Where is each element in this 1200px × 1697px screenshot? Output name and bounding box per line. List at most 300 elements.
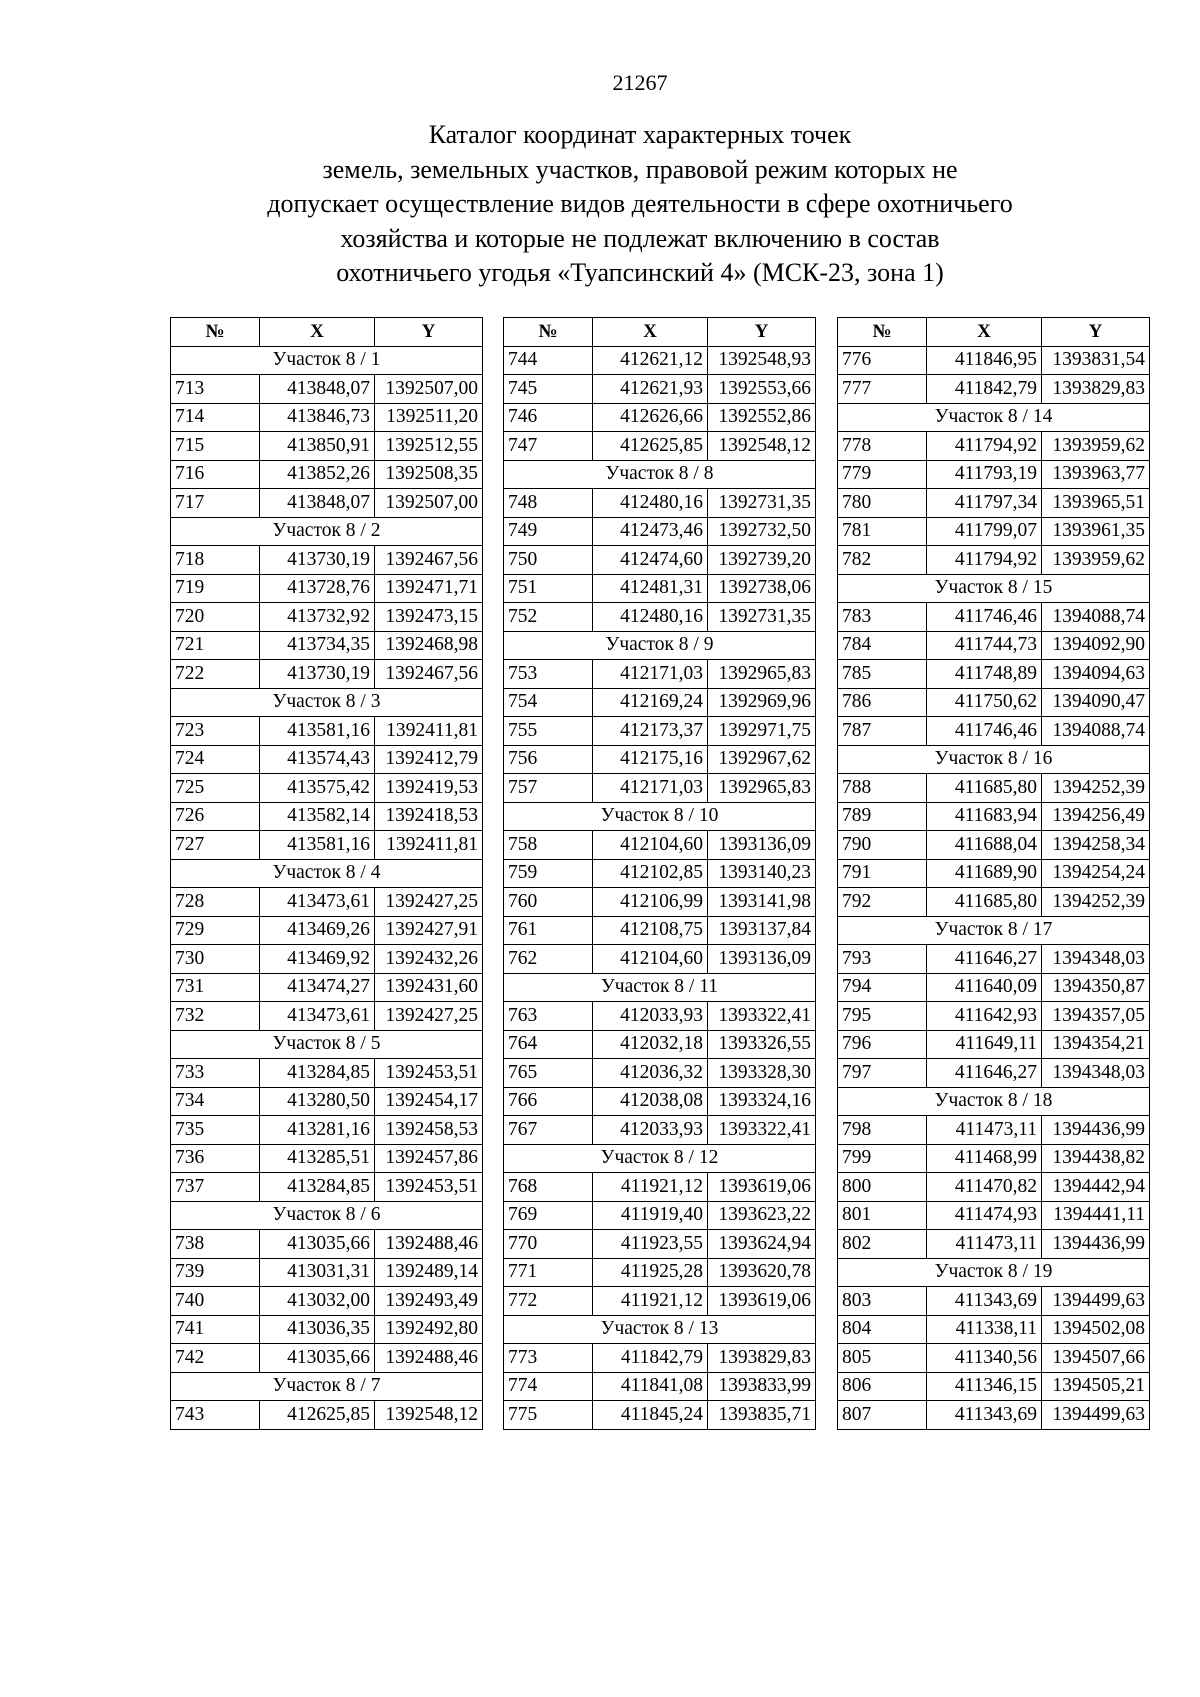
y-coordinate-cell: 1392493,49 — [375, 1287, 483, 1316]
y-coordinate-cell: 1392432,26 — [375, 945, 483, 974]
point-number-cell: 795 — [838, 1002, 927, 1031]
point-number-cell: 749 — [504, 517, 593, 546]
point-number-cell: 806 — [838, 1372, 927, 1401]
table-row — [504, 688, 816, 717]
section-label: Участок 8 / 13 — [504, 1315, 816, 1344]
x-coordinate-cell: 413850,91 — [260, 432, 375, 461]
section-label: Участок 8 / 19 — [838, 1258, 1150, 1287]
section-row — [838, 403, 1150, 432]
point-number-cell: 776 — [838, 346, 927, 375]
y-coordinate-cell: 1392488,46 — [375, 1344, 483, 1373]
x-coordinate-cell: 413852,26 — [260, 460, 375, 489]
point-number-cell: 771 — [504, 1258, 593, 1287]
point-number-cell: 720 — [171, 603, 260, 632]
point-number-cell: 787 — [838, 717, 927, 746]
point-number-cell: 734 — [171, 1087, 260, 1116]
table-row — [171, 546, 483, 575]
point-number-cell: 790 — [838, 831, 927, 860]
point-number-cell: 740 — [171, 1287, 260, 1316]
point-number-cell: 757 — [504, 774, 593, 803]
table-row — [838, 546, 1150, 575]
table-row — [504, 1087, 816, 1116]
table-row — [504, 1230, 816, 1259]
x-coordinate-cell: 413730,19 — [260, 546, 375, 575]
point-number-cell: 715 — [171, 432, 260, 461]
table-row — [838, 1144, 1150, 1173]
y-coordinate-cell: 1393959,62 — [1042, 546, 1150, 575]
y-coordinate-cell: 1392507,00 — [375, 375, 483, 404]
x-coordinate-cell: 411845,24 — [593, 1401, 708, 1430]
x-coordinate-cell: 413035,66 — [260, 1230, 375, 1259]
table-row — [171, 1230, 483, 1259]
point-number-cell: 745 — [504, 375, 593, 404]
title-line: хозяйства и которые не подлежат включению в состав — [340, 223, 940, 253]
x-coordinate-cell: 413728,76 — [260, 574, 375, 603]
x-coordinate-cell: 411923,55 — [593, 1230, 708, 1259]
y-coordinate-cell: 1393620,78 — [708, 1258, 816, 1287]
point-number-cell: 764 — [504, 1030, 593, 1059]
table-row — [504, 745, 816, 774]
y-coordinate-cell: 1392548,12 — [708, 432, 816, 461]
x-coordinate-cell: 411640,09 — [927, 973, 1042, 1002]
y-coordinate-cell: 1394438,82 — [1042, 1144, 1150, 1173]
table-row — [504, 403, 816, 432]
y-coordinate-cell: 1392453,51 — [375, 1059, 483, 1088]
column-header-x: X — [260, 318, 375, 347]
y-coordinate-cell: 1393829,83 — [1042, 375, 1150, 404]
y-coordinate-cell: 1394092,90 — [1042, 631, 1150, 660]
table-row — [838, 660, 1150, 689]
table-row — [838, 1372, 1150, 1401]
point-number-cell: 779 — [838, 460, 927, 489]
y-coordinate-cell: 1394354,21 — [1042, 1030, 1150, 1059]
table-row — [504, 1258, 816, 1287]
x-coordinate-cell: 412171,03 — [593, 774, 708, 803]
table-row — [838, 888, 1150, 917]
y-coordinate-cell: 1394507,66 — [1042, 1344, 1150, 1373]
y-coordinate-cell: 1393961,35 — [1042, 517, 1150, 546]
y-coordinate-cell: 1392427,25 — [375, 888, 483, 917]
table-row — [171, 1315, 483, 1344]
table-row — [171, 1144, 483, 1173]
y-coordinate-cell: 1393322,41 — [708, 1116, 816, 1145]
section-label: Участок 8 / 1 — [171, 346, 483, 375]
x-coordinate-cell: 412108,75 — [593, 916, 708, 945]
x-coordinate-cell: 411921,12 — [593, 1287, 708, 1316]
section-label: Участок 8 / 18 — [838, 1087, 1150, 1116]
y-coordinate-cell: 1393959,62 — [1042, 432, 1150, 461]
y-coordinate-cell: 1393140,23 — [708, 859, 816, 888]
x-coordinate-cell: 412033,93 — [593, 1116, 708, 1145]
y-coordinate-cell: 1392458,53 — [375, 1116, 483, 1145]
point-number-cell: 730 — [171, 945, 260, 974]
y-coordinate-cell: 1394348,03 — [1042, 1059, 1150, 1088]
x-coordinate-cell: 412481,31 — [593, 574, 708, 603]
title-line: земель, земельных участков, правовой режим которых не — [322, 154, 958, 184]
point-number-cell: 761 — [504, 916, 593, 945]
section-row — [504, 631, 816, 660]
x-coordinate-cell: 411685,80 — [927, 888, 1042, 917]
y-coordinate-cell: 1392965,83 — [708, 774, 816, 803]
table-row — [171, 1344, 483, 1373]
x-coordinate-cell: 412104,60 — [593, 945, 708, 974]
y-coordinate-cell: 1392738,06 — [708, 574, 816, 603]
x-coordinate-cell: 411919,40 — [593, 1201, 708, 1230]
point-number-cell: 762 — [504, 945, 593, 974]
table-row — [504, 1030, 816, 1059]
x-coordinate-cell: 413284,85 — [260, 1173, 375, 1202]
point-number-cell: 753 — [504, 660, 593, 689]
table-row — [504, 1173, 816, 1202]
x-coordinate-cell: 413581,16 — [260, 717, 375, 746]
point-number-cell: 758 — [504, 831, 593, 860]
table-row — [504, 346, 816, 375]
point-number-cell: 728 — [171, 888, 260, 917]
x-coordinate-cell: 412480,16 — [593, 489, 708, 518]
x-coordinate-cell: 411646,27 — [927, 945, 1042, 974]
y-coordinate-cell: 1392468,98 — [375, 631, 483, 660]
point-number-cell: 726 — [171, 802, 260, 831]
point-number-cell: 782 — [838, 546, 927, 575]
y-coordinate-cell: 1392471,71 — [375, 574, 483, 603]
point-number-cell: 755 — [504, 717, 593, 746]
point-number-cell: 721 — [171, 631, 260, 660]
point-number-cell: 775 — [504, 1401, 593, 1430]
x-coordinate-cell: 412104,60 — [593, 831, 708, 860]
section-label: Участок 8 / 12 — [504, 1144, 816, 1173]
x-coordinate-cell: 411473,11 — [927, 1116, 1042, 1145]
table-row — [504, 1287, 816, 1316]
section-label: Участок 8 / 17 — [838, 916, 1150, 945]
x-coordinate-cell: 411689,90 — [927, 859, 1042, 888]
section-label: Участок 8 / 2 — [171, 517, 483, 546]
point-number-cell: 794 — [838, 973, 927, 1002]
column-header-number: № — [504, 318, 593, 347]
x-coordinate-cell: 413575,42 — [260, 774, 375, 803]
x-coordinate-cell: 411343,69 — [927, 1287, 1042, 1316]
x-coordinate-cell: 412033,93 — [593, 1002, 708, 1031]
table-row — [838, 432, 1150, 461]
table-row — [504, 859, 816, 888]
column-header-x: X — [593, 318, 708, 347]
y-coordinate-cell: 1394258,34 — [1042, 831, 1150, 860]
table-row — [504, 574, 816, 603]
point-number-cell: 796 — [838, 1030, 927, 1059]
title-line: Каталог координат характерных точек — [428, 120, 852, 149]
point-number-cell: 759 — [504, 859, 593, 888]
table-row — [171, 831, 483, 860]
table-row — [171, 745, 483, 774]
y-coordinate-cell: 1392553,66 — [708, 375, 816, 404]
section-row — [171, 688, 483, 717]
point-number-cell: 729 — [171, 916, 260, 945]
point-number-cell: 731 — [171, 973, 260, 1002]
point-number-cell: 752 — [504, 603, 593, 632]
x-coordinate-cell: 413281,16 — [260, 1116, 375, 1145]
section-label: Участок 8 / 6 — [171, 1201, 483, 1230]
y-coordinate-cell: 1394348,03 — [1042, 945, 1150, 974]
y-coordinate-cell: 1394090,47 — [1042, 688, 1150, 717]
y-coordinate-cell: 1392965,83 — [708, 660, 816, 689]
point-number-cell: 789 — [838, 802, 927, 831]
table-row — [171, 460, 483, 489]
y-coordinate-cell: 1393137,84 — [708, 916, 816, 945]
column-header-x: X — [927, 318, 1042, 347]
table-row — [171, 1287, 483, 1316]
table-row — [838, 859, 1150, 888]
table-row — [171, 631, 483, 660]
y-coordinate-cell: 1392467,56 — [375, 546, 483, 575]
x-coordinate-cell: 412621,93 — [593, 375, 708, 404]
x-coordinate-cell: 413280,50 — [260, 1087, 375, 1116]
table-row — [504, 660, 816, 689]
document-title — [170, 118, 1110, 291]
point-number-cell: 713 — [171, 375, 260, 404]
point-number-cell: 797 — [838, 1059, 927, 1088]
section-label: Участок 8 / 9 — [504, 631, 816, 660]
table-row — [171, 888, 483, 917]
x-coordinate-cell: 411685,80 — [927, 774, 1042, 803]
y-coordinate-cell: 1392411,81 — [375, 717, 483, 746]
point-number-cell: 744 — [504, 346, 593, 375]
y-coordinate-cell: 1392427,91 — [375, 916, 483, 945]
y-coordinate-cell: 1393833,99 — [708, 1372, 816, 1401]
y-coordinate-cell: 1394442,94 — [1042, 1173, 1150, 1202]
coordinates-table-1 — [170, 317, 483, 1430]
table-row — [838, 774, 1150, 803]
table-row — [838, 717, 1150, 746]
y-coordinate-cell: 1392453,51 — [375, 1173, 483, 1202]
table-row — [504, 1059, 816, 1088]
x-coordinate-cell: 413732,92 — [260, 603, 375, 632]
x-coordinate-cell: 411346,15 — [927, 1372, 1042, 1401]
x-coordinate-cell: 412032,18 — [593, 1030, 708, 1059]
x-coordinate-cell: 413469,26 — [260, 916, 375, 945]
x-coordinate-cell: 411750,62 — [927, 688, 1042, 717]
point-number-cell: 736 — [171, 1144, 260, 1173]
table-row — [838, 631, 1150, 660]
x-coordinate-cell: 411746,46 — [927, 717, 1042, 746]
x-coordinate-cell: 411921,12 — [593, 1173, 708, 1202]
y-coordinate-cell: 1394256,49 — [1042, 802, 1150, 831]
point-number-cell: 798 — [838, 1116, 927, 1145]
x-coordinate-cell: 413032,00 — [260, 1287, 375, 1316]
point-number-cell: 772 — [504, 1287, 593, 1316]
coordinates-table-2 — [503, 317, 816, 1430]
table-row — [171, 717, 483, 746]
point-number-cell: 763 — [504, 1002, 593, 1031]
point-number-cell: 732 — [171, 1002, 260, 1031]
point-number-cell: 760 — [504, 888, 593, 917]
table-row — [504, 546, 816, 575]
section-row — [171, 517, 483, 546]
point-number-cell: 725 — [171, 774, 260, 803]
y-coordinate-cell: 1392552,86 — [708, 403, 816, 432]
point-number-cell: 770 — [504, 1230, 593, 1259]
table-row — [838, 1173, 1150, 1202]
x-coordinate-cell: 412626,66 — [593, 403, 708, 432]
table-row — [171, 1002, 483, 1031]
table-row — [838, 945, 1150, 974]
table-row — [171, 916, 483, 945]
point-number-cell: 716 — [171, 460, 260, 489]
section-label: Участок 8 / 11 — [504, 973, 816, 1002]
table-row — [504, 489, 816, 518]
y-coordinate-cell: 1392731,35 — [708, 603, 816, 632]
x-coordinate-cell: 411794,92 — [927, 432, 1042, 461]
point-number-cell: 735 — [171, 1116, 260, 1145]
point-number-cell: 748 — [504, 489, 593, 518]
table-row — [171, 403, 483, 432]
table-row — [171, 774, 483, 803]
table-row — [838, 831, 1150, 860]
point-number-cell: 733 — [171, 1059, 260, 1088]
point-number-cell: 750 — [504, 546, 593, 575]
table-row — [171, 1258, 483, 1287]
point-number-cell: 780 — [838, 489, 927, 518]
title-line: допускает осуществление видов деятельности в сфере охотничьего — [267, 189, 1013, 218]
x-coordinate-cell: 412480,16 — [593, 603, 708, 632]
y-coordinate-cell: 1394499,63 — [1042, 1401, 1150, 1430]
y-coordinate-cell: 1392492,80 — [375, 1315, 483, 1344]
x-coordinate-cell: 411794,92 — [927, 546, 1042, 575]
y-coordinate-cell: 1393141,98 — [708, 888, 816, 917]
point-number-cell: 768 — [504, 1173, 593, 1202]
point-number-cell: 781 — [838, 517, 927, 546]
point-number-cell: 756 — [504, 745, 593, 774]
x-coordinate-cell: 412106,99 — [593, 888, 708, 917]
y-coordinate-cell: 1393322,41 — [708, 1002, 816, 1031]
table-row — [504, 1201, 816, 1230]
x-coordinate-cell: 411688,04 — [927, 831, 1042, 860]
table-row — [171, 802, 483, 831]
point-number-cell: 807 — [838, 1401, 927, 1430]
section-row — [838, 574, 1150, 603]
section-row — [504, 802, 816, 831]
y-coordinate-cell: 1393623,22 — [708, 1201, 816, 1230]
point-number-cell: 723 — [171, 717, 260, 746]
table-row — [838, 1201, 1150, 1230]
point-number-cell: 778 — [838, 432, 927, 461]
y-coordinate-cell: 1393965,51 — [1042, 489, 1150, 518]
table-row — [838, 1315, 1150, 1344]
section-row — [838, 1087, 1150, 1116]
point-number-cell: 785 — [838, 660, 927, 689]
y-coordinate-cell: 1393619,06 — [708, 1173, 816, 1202]
section-label: Участок 8 / 8 — [504, 460, 816, 489]
point-number-cell: 805 — [838, 1344, 927, 1373]
point-number-cell: 788 — [838, 774, 927, 803]
table-row — [504, 831, 816, 860]
point-number-cell: 769 — [504, 1201, 593, 1230]
table-row — [171, 489, 483, 518]
table-row — [838, 973, 1150, 1002]
table-row — [838, 1059, 1150, 1088]
x-coordinate-cell: 411468,99 — [927, 1144, 1042, 1173]
point-number-cell: 739 — [171, 1258, 260, 1287]
x-coordinate-cell: 412473,46 — [593, 517, 708, 546]
point-number-cell: 786 — [838, 688, 927, 717]
x-coordinate-cell: 411799,07 — [927, 517, 1042, 546]
y-coordinate-cell: 1392969,96 — [708, 688, 816, 717]
x-coordinate-cell: 412102,85 — [593, 859, 708, 888]
table-row — [504, 517, 816, 546]
table-row — [838, 1002, 1150, 1031]
table-row — [171, 603, 483, 632]
y-coordinate-cell: 1394350,87 — [1042, 973, 1150, 1002]
x-coordinate-cell: 411748,89 — [927, 660, 1042, 689]
point-number-cell: 717 — [171, 489, 260, 518]
section-label: Участок 8 / 15 — [838, 574, 1150, 603]
x-coordinate-cell: 412175,16 — [593, 745, 708, 774]
table-row — [171, 973, 483, 1002]
y-coordinate-cell: 1392508,35 — [375, 460, 483, 489]
point-number-cell: 724 — [171, 745, 260, 774]
point-number-cell: 718 — [171, 546, 260, 575]
y-coordinate-cell: 1394505,21 — [1042, 1372, 1150, 1401]
y-coordinate-cell: 1394441,11 — [1042, 1201, 1150, 1230]
x-coordinate-cell: 411649,11 — [927, 1030, 1042, 1059]
point-number-cell: 804 — [838, 1315, 927, 1344]
x-coordinate-cell: 413284,85 — [260, 1059, 375, 1088]
table-row — [504, 1344, 816, 1373]
y-coordinate-cell: 1393835,71 — [708, 1401, 816, 1430]
y-coordinate-cell: 1392454,17 — [375, 1087, 483, 1116]
table-row — [838, 603, 1150, 632]
x-coordinate-cell: 411842,79 — [927, 375, 1042, 404]
x-coordinate-cell: 413469,92 — [260, 945, 375, 974]
table-row — [504, 1372, 816, 1401]
section-row — [171, 1030, 483, 1059]
y-coordinate-cell: 1394088,74 — [1042, 717, 1150, 746]
column-header-number: № — [171, 318, 260, 347]
table-row — [838, 1401, 1150, 1430]
point-number-cell: 773 — [504, 1344, 593, 1373]
x-coordinate-cell: 411340,56 — [927, 1344, 1042, 1373]
point-number-cell: 777 — [838, 375, 927, 404]
table-row — [838, 688, 1150, 717]
y-coordinate-cell: 1392512,55 — [375, 432, 483, 461]
y-coordinate-cell: 1393831,54 — [1042, 346, 1150, 375]
point-number-cell: 766 — [504, 1087, 593, 1116]
column-header-y: Y — [1042, 318, 1150, 347]
section-row — [504, 1144, 816, 1173]
table-row — [171, 1116, 483, 1145]
table-row — [171, 1401, 483, 1430]
point-number-cell: 799 — [838, 1144, 927, 1173]
x-coordinate-cell: 411473,11 — [927, 1230, 1042, 1259]
y-coordinate-cell: 1393326,55 — [708, 1030, 816, 1059]
table-row — [504, 717, 816, 746]
y-coordinate-cell: 1392739,20 — [708, 546, 816, 575]
x-coordinate-cell: 412625,85 — [260, 1401, 375, 1430]
table-header-row — [504, 318, 816, 347]
y-coordinate-cell: 1394254,24 — [1042, 859, 1150, 888]
section-label: Участок 8 / 5 — [171, 1030, 483, 1059]
x-coordinate-cell: 411797,34 — [927, 489, 1042, 518]
x-coordinate-cell: 413473,61 — [260, 1002, 375, 1031]
x-coordinate-cell: 412038,08 — [593, 1087, 708, 1116]
section-label: Участок 8 / 3 — [171, 688, 483, 717]
x-coordinate-cell: 412474,60 — [593, 546, 708, 575]
column-header-y: Y — [375, 318, 483, 347]
table-row — [838, 1030, 1150, 1059]
x-coordinate-cell: 413473,61 — [260, 888, 375, 917]
point-number-cell: 727 — [171, 831, 260, 860]
column-header-y: Y — [708, 318, 816, 347]
y-coordinate-cell: 1393136,09 — [708, 831, 816, 860]
table-row — [171, 432, 483, 461]
